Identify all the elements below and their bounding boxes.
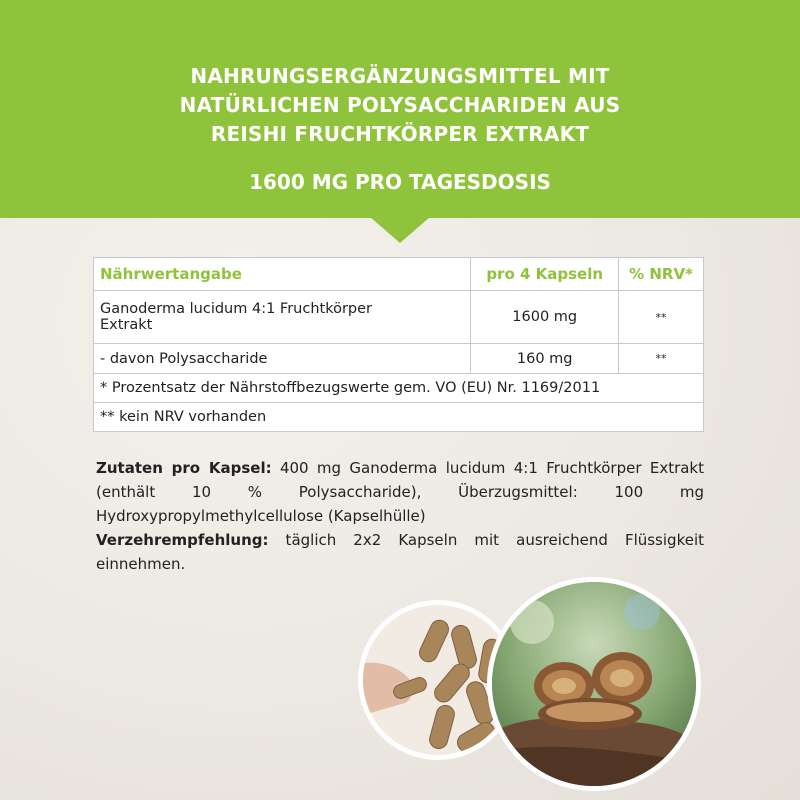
usage-paragraph bbox=[96, 528, 704, 576]
nutrition-table bbox=[93, 257, 704, 432]
table-row bbox=[94, 291, 704, 344]
header-nrv: % NRV* bbox=[619, 258, 704, 291]
table-row bbox=[94, 344, 704, 374]
nutrient-nrv: ** bbox=[619, 344, 704, 374]
nutrient-name-line-1: Ganoderma lucidum 4:1 Fruchtkörper bbox=[100, 301, 373, 317]
ingredients-label: Zutaten pro Kapsel: bbox=[96, 459, 272, 477]
ingredients-paragraph bbox=[96, 456, 704, 528]
footnote-nrv-reference: * Prozentsatz der Nährstoffbezugswerte gem. VO (EU) Nr. 1169/2011 bbox=[94, 374, 704, 403]
table-header-row bbox=[94, 258, 704, 291]
header-amount: pro 4 Kapseln bbox=[471, 258, 619, 291]
nutrient-name bbox=[94, 291, 471, 344]
daily-dose: 1600 MG PRO TAGESDOSIS bbox=[249, 170, 551, 194]
banner-notch bbox=[370, 217, 430, 243]
nutrient-name-line-2: Extrakt bbox=[100, 317, 153, 333]
product-info bbox=[96, 456, 704, 576]
headline-line-2: NATÜRLICHEN POLYSACCHARIDEN AUS bbox=[179, 93, 621, 117]
usage-label: Verzehrempfehlung: bbox=[96, 531, 269, 549]
ingredients-text: 400 mg Ganoderma lucidum 4:1 Fruchtkörper Extrakt (enthält 10 % Polysaccharide), Überzugsmittel: 100 mg Hydroxypropylmethylcellulose (Kapselhülle) bbox=[96, 459, 704, 525]
mushroom-photo bbox=[487, 577, 701, 791]
footnote-row bbox=[94, 403, 704, 432]
footnote-row bbox=[94, 374, 704, 403]
nutrient-amount: 1600 mg bbox=[471, 291, 619, 344]
footnote-no-nrv: ** kein NRV vorhanden bbox=[94, 403, 704, 432]
header-nutrient: Nährwertangabe bbox=[94, 258, 471, 291]
headline bbox=[60, 62, 740, 149]
nutrient-nrv: ** bbox=[619, 291, 704, 344]
reishi-mushroom-illustration bbox=[492, 582, 696, 786]
usage-text: täglich 2x2 Kapseln mit ausreichend Flüssigkeit einnehmen. bbox=[96, 531, 704, 573]
headline-line-1: NAHRUNGSERGÄNZUNGSMITTEL MIT bbox=[190, 64, 610, 88]
headline-line-3: REISHI FRUCHTKÖRPER EXTRAKT bbox=[210, 122, 590, 146]
nutrient-amount: 160 mg bbox=[471, 344, 619, 374]
nutrient-name: - davon Polysaccharide bbox=[94, 344, 471, 374]
